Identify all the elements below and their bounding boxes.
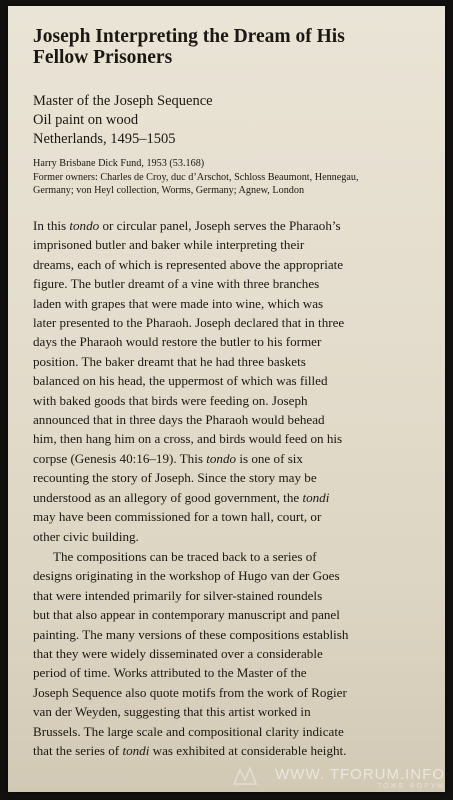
artwork-origin-date: Netherlands, 1495–1505 <box>33 131 176 147</box>
text-line <box>33 507 445 526</box>
description-text <box>33 216 445 760</box>
provenance-line: Germany; von Heyl collection, Worms, Germany; Agnew, London <box>33 185 305 196</box>
credit-section <box>33 157 438 198</box>
artwork-metadata <box>33 92 433 149</box>
text-segment: with baked goods that birds were feeding on. Joseph <box>33 392 308 408</box>
text-segment: days the Pharaoh would restore the butler to his former <box>33 334 322 350</box>
text-line <box>33 410 445 429</box>
text-segment: The compositions can be traced back to a series of <box>53 548 317 564</box>
text-segment: In this <box>33 218 70 233</box>
text-line <box>33 663 445 682</box>
text-line <box>33 274 445 293</box>
text-line <box>33 488 445 507</box>
text-line <box>33 313 445 332</box>
watermark <box>275 766 445 790</box>
text-line <box>33 625 445 644</box>
text-segment: dreams, each of which is represented above the appropriate <box>33 256 344 272</box>
artist-name: Master of the Joseph Sequence <box>33 93 213 109</box>
text-line <box>33 449 445 468</box>
provenance-line: Former owners: Charles de Croy, duc d’Arschot, Schloss Beaumont, Hennegau, <box>33 171 359 183</box>
text-segment: that were intended primarily for silver-stained roundels <box>33 587 323 603</box>
text-line <box>33 332 445 351</box>
italic-term: tondo <box>206 450 237 466</box>
text-segment: was exhibited at considerable height. <box>149 742 347 758</box>
text-line <box>33 605 445 624</box>
text-segment: corpse (Genesis 40:16–19). This <box>33 450 207 466</box>
text-line <box>33 294 445 313</box>
text-segment: imprisoned butler and baker while interpreting their <box>33 237 305 253</box>
text-segment: later presented to the Pharaoh. Joseph declared that in three <box>33 315 345 331</box>
italic-term: tondo <box>69 218 100 233</box>
text-segment: period of time. Works attributed to the Master of the <box>33 665 307 681</box>
text-segment: or circular panel, Joseph serves the Pharaoh’s <box>99 218 341 233</box>
text-segment: balanced on his head, the uppermost of which was filled <box>33 373 328 389</box>
text-line <box>33 391 445 410</box>
watermark-text: WWW. TFORUM.INFO <box>275 766 445 783</box>
text-line <box>33 235 445 254</box>
text-line <box>33 702 445 721</box>
text-segment: position. The baker dreamt that he had three baskets <box>33 353 306 369</box>
text-segment: other civic building. <box>33 528 139 544</box>
text-line <box>33 429 445 448</box>
artwork-title <box>33 26 433 68</box>
watermark-logo-icon <box>230 762 260 792</box>
artwork-title-line: Joseph Interpreting the Dream of His <box>33 26 345 47</box>
text-segment: may have been commissioned for a town hall, court, or <box>33 509 322 525</box>
text-segment: Joseph Sequence also quote motifs from the work of Rogier <box>33 684 347 700</box>
text-line <box>33 352 445 371</box>
watermark-subtext: ТОЖЕ ФОРУМ <box>377 783 445 790</box>
text-segment: painting. The many versions of these compositions establish <box>33 626 349 642</box>
text-segment: that they were widely disseminated over a considerable <box>33 645 323 661</box>
text-segment: that the series of <box>33 742 123 758</box>
text-segment: recounting the story of Joseph. Since the story may be <box>33 470 317 486</box>
text-segment: but that also appear in contemporary manuscript and panel <box>33 607 340 623</box>
text-line <box>33 644 445 663</box>
text-line <box>33 741 445 760</box>
text-line <box>33 722 445 741</box>
artwork-medium: Oil paint on wood <box>33 112 139 128</box>
artwork-title-line: Fellow Prisoners <box>33 47 173 68</box>
museum-wall-label <box>8 6 445 792</box>
text-line <box>33 547 445 566</box>
text-segment: van der Weyden, suggesting that this artist worked in <box>33 704 311 720</box>
text-segment: understood as an allegory of good government, the <box>33 489 303 505</box>
text-segment: designs originating in the workshop of Hugo van der Goes <box>33 568 340 584</box>
text-line <box>33 683 445 702</box>
text-line <box>33 586 445 605</box>
text-line <box>33 527 445 546</box>
text-segment: laden with grapes that were made into wine, which was <box>33 295 324 311</box>
text-segment: Brussels. The large scale and compositional clarity indicate <box>33 723 344 739</box>
text-line <box>33 566 445 585</box>
text-segment: announced that in three days the Pharaoh would behead <box>33 412 325 428</box>
description-paragraph-2 <box>33 547 445 760</box>
text-segment: is one of six <box>236 450 303 466</box>
text-line <box>33 371 445 390</box>
text-line <box>33 468 445 487</box>
credit-line: Harry Brisbane Dick Fund, 1953 (53.168) <box>33 158 205 169</box>
text-line <box>33 255 445 274</box>
description-paragraph-1 <box>33 216 445 546</box>
text-line <box>33 216 445 235</box>
text-segment: figure. The butler dreamt of a vine with three branches <box>33 276 320 292</box>
italic-term: tondi <box>302 489 330 505</box>
text-segment: him, then hang him on a cross, and birds would feed on his <box>33 431 343 447</box>
italic-term: tondi <box>122 742 150 758</box>
